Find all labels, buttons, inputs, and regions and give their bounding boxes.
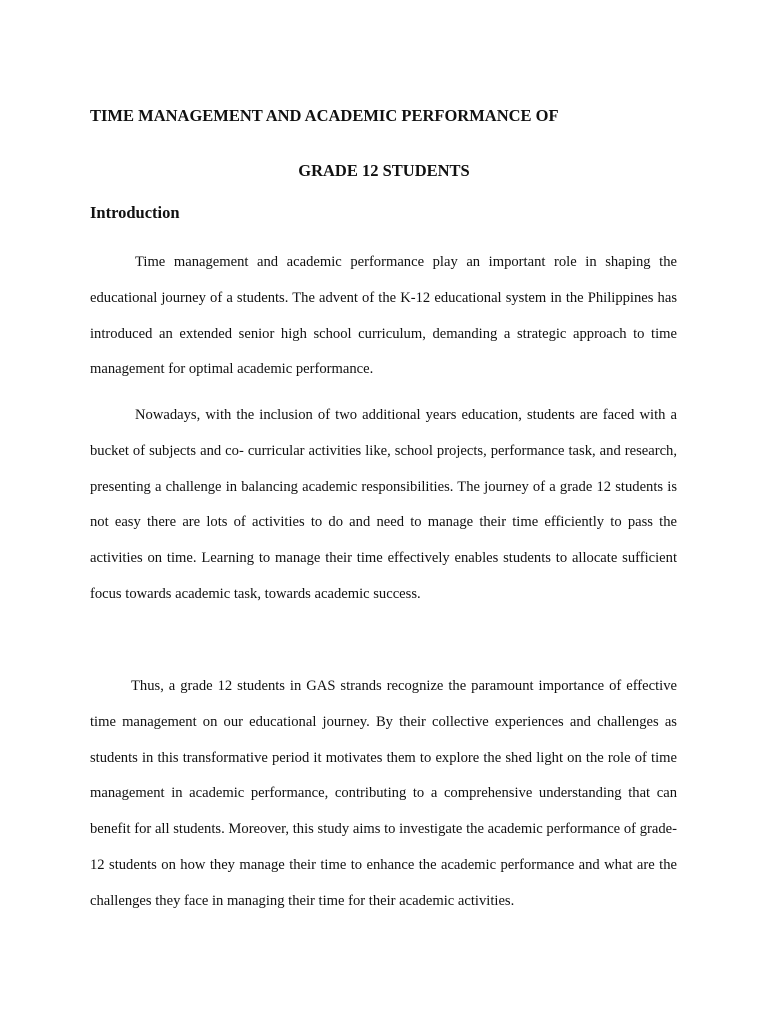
paragraph-1: Time management and academic performance play an important role in shaping the educational journey of a students. The advent of the K-12 educational system in the Philippines has introduced an extended senior high school curriculum, demanding a strategic approach to time management for optimal academic performance. (90, 254, 677, 378)
document-title-line-1: TIME MANAGEMENT AND ACADEMIC PERFORMANCE OF (90, 106, 559, 125)
document-title-line-2: GRADE 12 STUDENTS (298, 161, 470, 180)
paragraph-3: Thus, a grade 12 students in GAS strands recognize the paramount importance of effective time management on our educational journey. By their collective experiences and challenges as students in this transformative period it motivates them to explore the shed light on the role of time management in academic performance, contributing to a comprehensive understanding that can benefit for all students. Moreover, this study aims to investigate the academic performance of grade-12 students on how they manage their time to enhance the academic performance and what are the challenges they face in managing their time for their academic activities. (90, 678, 677, 909)
paragraph-2: Nowadays, with the inclusion of two additional years education, students are faced with a bucket of subjects and co- curricular activities like, school projects, performance task, and research, presenting a challenge in balancing academic responsibilities. The journey of a grade 12 students is not easy there are lots of activities to do and need to manage their time efficiently to pass the activities on time. Learning to manage their time effectively enables students to allocate sufficient focus towards academic task, towards academic success. (90, 407, 677, 602)
section-heading-introduction: Introduction (90, 203, 180, 222)
